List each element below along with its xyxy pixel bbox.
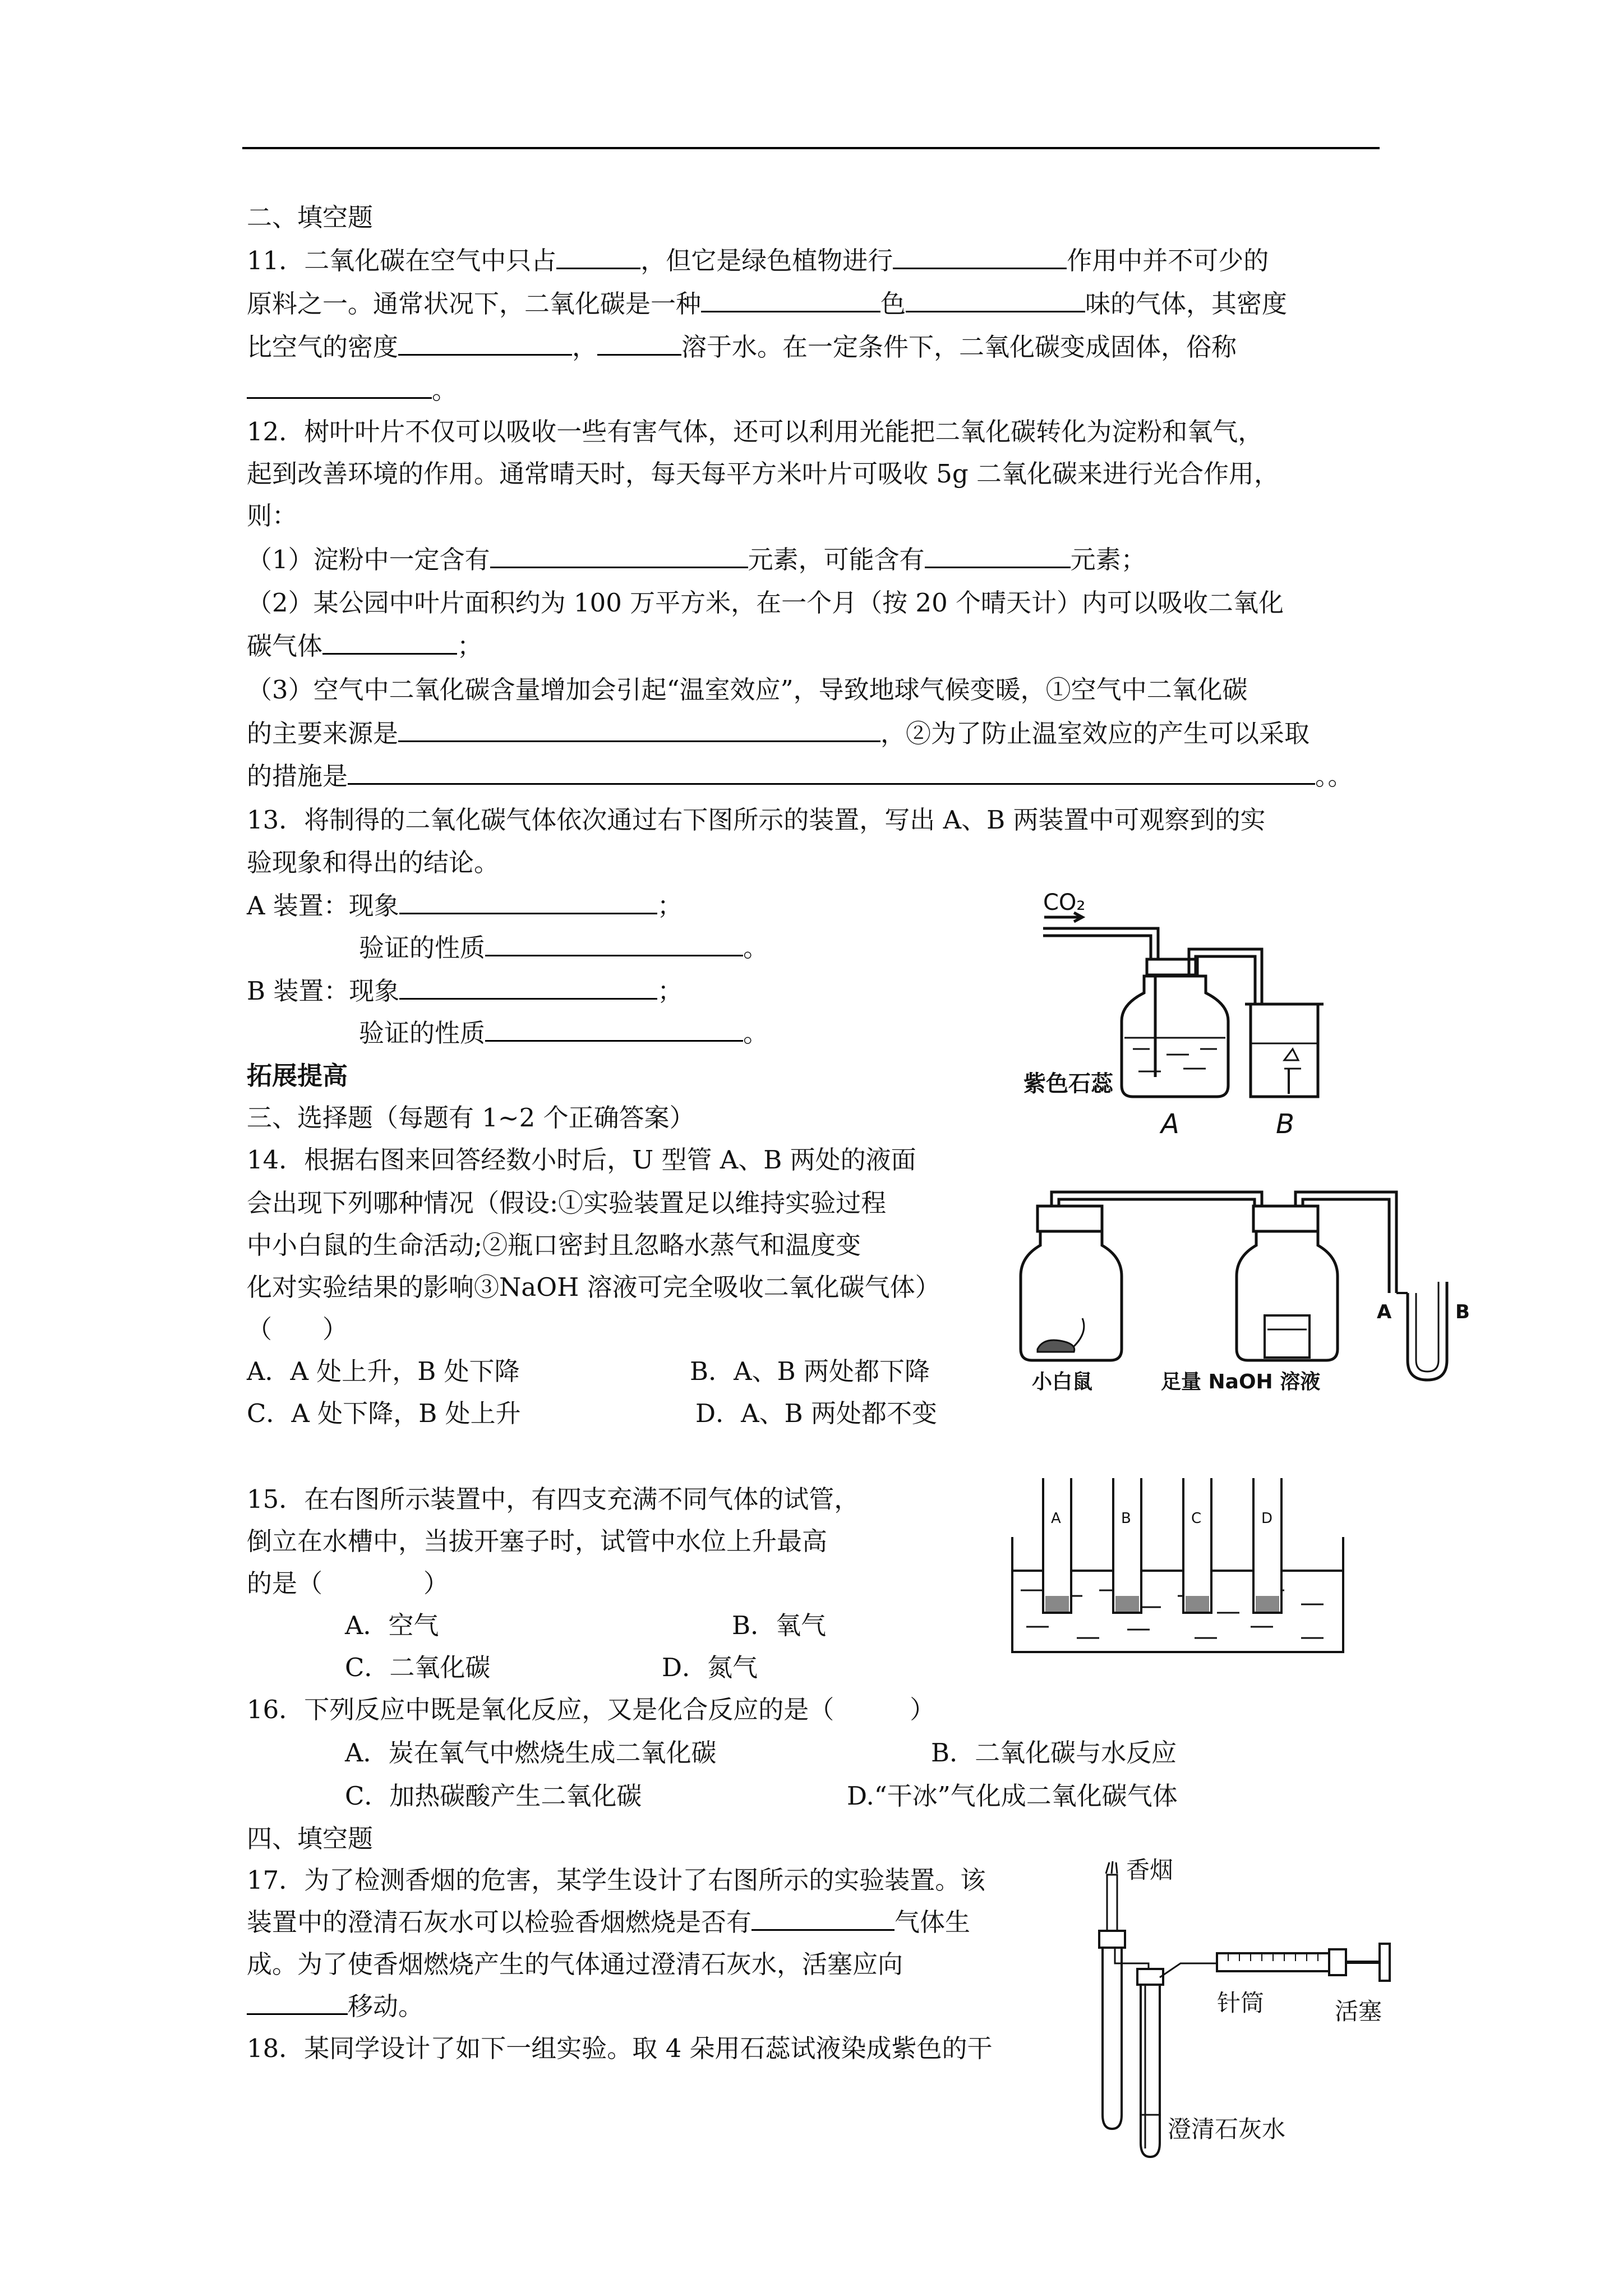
tube-c bbox=[1183, 1478, 1211, 1613]
stopper-2 bbox=[1253, 1206, 1318, 1231]
syringe-collar bbox=[1329, 1949, 1346, 1975]
q12-blank2[interactable] bbox=[925, 543, 1071, 568]
q14-line2: 会出现下列哪种情况（假设:①实验装置足以维持实验过程 bbox=[247, 1188, 887, 1218]
q13-line1: 13．将制得的二氧化碳气体依次通过右下图所示的装置，写出 A、B 两装置中可观察到的实 bbox=[247, 805, 1266, 835]
q11-blank2[interactable] bbox=[893, 244, 1067, 269]
q11-blank5[interactable] bbox=[398, 330, 572, 356]
stopper-tube-2 bbox=[1137, 1969, 1163, 1985]
q15-line1: 15．在右图所示装置中，有四支充满不同气体的试管， bbox=[247, 1484, 860, 1514]
q17-blank2[interactable] bbox=[247, 1990, 348, 2015]
q12-line2: 起到改善环境的作用。通常晴天时，每天每平方米叶片可吸收 5g 二氧化碳来进行光合作用， bbox=[247, 459, 1280, 489]
q13-blank2[interactable] bbox=[485, 931, 743, 956]
stopper-1 bbox=[1038, 1206, 1102, 1231]
svg-text:A: A bbox=[1051, 1510, 1061, 1527]
q14-line1: 14．根据右图来回答经数小时后，U 型管 A、B 两处的液面 bbox=[247, 1145, 916, 1175]
q15-line2: 倒立在水槽中，当拔开塞子时，试管中水位上升最高 bbox=[247, 1526, 828, 1556]
bottle-naoh bbox=[1237, 1231, 1338, 1360]
q16-option-c[interactable]: C．加热碳酸产生二氧化碳 bbox=[345, 1781, 642, 1811]
bottle-a bbox=[1122, 976, 1228, 1097]
q12-part3-line3: 的措施是 。。 bbox=[247, 760, 1353, 793]
q16-option-b[interactable]: B．二氧化碳与水反应 bbox=[931, 1738, 1177, 1768]
q17-line2: 装置中的澄清石灰水可以检验香烟燃烧是否有 气体生 bbox=[247, 1906, 970, 1939]
cigarette bbox=[1107, 1875, 1117, 1931]
extension-heading: 拓展提高 bbox=[247, 1061, 348, 1091]
piston-handle bbox=[1380, 1944, 1390, 1981]
litmus-label: 紫色石蕊 bbox=[1023, 1071, 1113, 1097]
q11-blank1[interactable] bbox=[556, 244, 640, 269]
figure-q17-smoking-apparatus bbox=[1082, 1851, 1464, 2188]
q15-option-b[interactable]: B．氧气 bbox=[732, 1611, 827, 1640]
q11-blank6[interactable] bbox=[597, 330, 681, 356]
figure-q13-apparatus bbox=[1021, 875, 1357, 1139]
label-b: B bbox=[1276, 1108, 1294, 1139]
q17-line4: 移动。 bbox=[247, 1990, 423, 2023]
tube-a bbox=[1043, 1478, 1071, 1613]
q14-option-a[interactable]: A．A 处上升，B 处下降 bbox=[247, 1356, 520, 1386]
q12-blank5[interactable] bbox=[348, 760, 1315, 785]
q17-blank1[interactable] bbox=[751, 1906, 895, 1931]
q14-line4: 化对实验结果的影响③NaOH 溶液可完全吸收二氧化碳气体） bbox=[247, 1272, 940, 1302]
q13-b-phenomenon: B 装置：现象 ； bbox=[247, 974, 683, 1008]
q12-part3-line2: 的主要来源是 ，②为了防止温室效应的产生可以采取 bbox=[247, 717, 1310, 751]
co2-label: CO₂ bbox=[1043, 890, 1086, 915]
piston-label: 活塞 bbox=[1335, 1998, 1382, 2025]
cigarette-label: 香烟 bbox=[1126, 1856, 1174, 1884]
q14-option-b[interactable]: B．A、B 两处都下降 bbox=[690, 1356, 930, 1386]
q17-line3: 成。为了使香烟燃烧产生的气体通过澄清石灰水，活塞应向 bbox=[247, 1949, 903, 1979]
header-rule bbox=[242, 147, 1380, 149]
test-tube-2 bbox=[1141, 1985, 1160, 2157]
q11-line2: 原料之一。通常状况下，二氧化碳是一种 色 味的气体，其密度 bbox=[247, 287, 1287, 321]
q13-a-phenomenon: A 装置：现象 ； bbox=[247, 889, 683, 923]
q17-line1: 17．为了检测香烟的危害，某学生设计了右图所示的实验装置。该 bbox=[247, 1865, 986, 1895]
q11-blank3[interactable] bbox=[701, 287, 880, 312]
q15-line3: 的是（ ） bbox=[247, 1568, 449, 1598]
q11-line3: 比空气的密度 ， 溶于水。在一定条件下，二氧化碳变成固体，俗称 bbox=[247, 330, 1237, 364]
stopper-tube-1 bbox=[1099, 1931, 1125, 1948]
q14-option-d[interactable]: D．A、B 两处都不变 bbox=[695, 1398, 937, 1428]
q15-option-c[interactable]: C．二氧化碳 bbox=[345, 1653, 491, 1682]
q13-b-property: 验证的性质 。 bbox=[359, 1016, 768, 1050]
q12-blank4[interactable] bbox=[398, 717, 880, 742]
q15-option-d[interactable]: D．氮气 bbox=[662, 1653, 758, 1682]
q16-option-d[interactable]: D.“干冰”气化成二氧化碳气体 bbox=[847, 1781, 1178, 1811]
q13-blank3[interactable] bbox=[399, 974, 657, 1000]
q13-blank4[interactable] bbox=[485, 1016, 743, 1042]
label-a: A bbox=[1161, 1108, 1179, 1139]
u-tube bbox=[1408, 1282, 1447, 1380]
q12-line3: 则： bbox=[247, 501, 298, 531]
q18-line1: 18．某同学设计了如下一组实验。取 4 朵用石蕊试液染成紫色的干 bbox=[247, 2033, 993, 2063]
tube-d bbox=[1253, 1478, 1281, 1613]
beaker-b bbox=[1251, 1004, 1318, 1097]
figure-q14-apparatus bbox=[1015, 1181, 1481, 1394]
q14-option-c[interactable]: C．A 处下降，B 处上升 bbox=[247, 1398, 521, 1428]
u-tube-label-a: A bbox=[1377, 1301, 1392, 1323]
connecting-tube bbox=[1115, 1948, 1149, 1969]
mouse-label: 小白鼠 bbox=[1032, 1370, 1093, 1393]
q12-part2-line2: 碳气体 ； bbox=[247, 629, 482, 663]
smoke-icon bbox=[1106, 1861, 1117, 1874]
q12-part3-line1: （3）空气中二氧化碳含量增加会引起“温室效应”，导致地球气候变暖，①空气中二氧化碳 bbox=[247, 675, 1248, 705]
q12-line1: 12．树叶叶片不仅可以吸收一些有害气体，还可以利用光能把二氧化碳转化为淀粉和氧气， bbox=[247, 417, 1264, 447]
limewater-label: 澄清石灰水 bbox=[1168, 2115, 1286, 2143]
figure-q15-tubes bbox=[1009, 1470, 1357, 1660]
q11-blank7[interactable] bbox=[247, 374, 432, 399]
test-tube-1 bbox=[1103, 1948, 1122, 2129]
q13-a-property: 验证的性质 。 bbox=[359, 931, 768, 965]
q12-part1: （1）淀粉中一定含有 元素，可能含有 元素； bbox=[247, 543, 1146, 577]
q13-blank1[interactable] bbox=[399, 889, 657, 914]
q11-line4: 。 bbox=[247, 374, 457, 407]
q15-option-a[interactable]: A．空气 bbox=[345, 1611, 439, 1640]
section3-heading: 三、选择题（每题有 1~2 个正确答案） bbox=[247, 1103, 695, 1133]
q16-option-a[interactable]: A．炭在氧气中燃烧生成二氧化碳 bbox=[345, 1738, 717, 1768]
q11-blank4[interactable] bbox=[906, 287, 1085, 312]
svg-text:C: C bbox=[1191, 1510, 1202, 1527]
q12-blank1[interactable] bbox=[490, 543, 748, 568]
section-heading: 二、填空题 bbox=[247, 203, 374, 232]
q14-line3: 中小白鼠的生命活动;②瓶口密封且忽略水蒸气和温度变 bbox=[247, 1230, 861, 1260]
naoh-label: 足量 NaOH 溶液 bbox=[1161, 1370, 1321, 1393]
q14-line5: （ ） bbox=[247, 1314, 348, 1344]
bottle-mouse bbox=[1021, 1231, 1122, 1360]
q16-line1: 16．下列反应中既是氧化反应，又是化合反应的是（ ） bbox=[247, 1695, 935, 1724]
svg-text:D: D bbox=[1261, 1510, 1273, 1527]
tube-b bbox=[1113, 1478, 1141, 1613]
svg-text:B: B bbox=[1121, 1510, 1131, 1527]
q12-blank3[interactable] bbox=[322, 629, 457, 655]
q11-line1: 11．二氧化碳在空气中只占 ，但它是绿色植物进行 作用中并不可少的 bbox=[247, 244, 1269, 278]
q13-line2: 验现象和得出的结论。 bbox=[247, 848, 500, 877]
syringe-label: 针筒 bbox=[1217, 1989, 1265, 2017]
u-tube-label-b: B bbox=[1455, 1301, 1470, 1323]
section4-heading: 四、填空题 bbox=[247, 1824, 374, 1853]
q12-part2-line1: （2）某公园中叶片面积约为 100 万平方米，在一个月（按 20 个晴天计）内可以吸收二氧化 bbox=[247, 588, 1284, 618]
